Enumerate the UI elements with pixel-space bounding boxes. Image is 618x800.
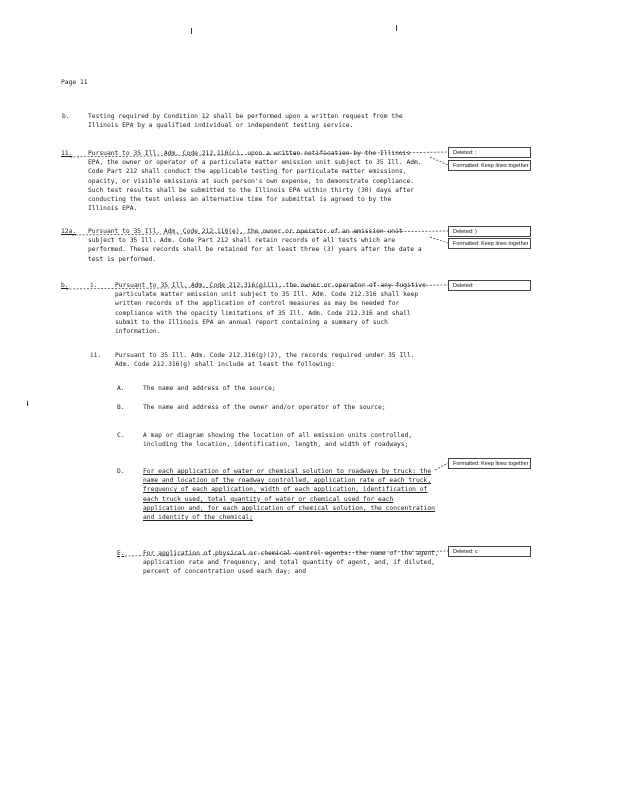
- comment-formatted-2[interactable]: Formatted: Keep lines together: [448, 238, 531, 249]
- comment-deleted-3[interactable]: Deleted:: [448, 280, 531, 291]
- comment-deleted-4[interactable]: Deleted: c: [448, 546, 531, 557]
- comment-deleted-2[interactable]: Deleted: ): [448, 226, 531, 237]
- item-B-label: B.: [117, 404, 125, 411]
- comment-deleted-1[interactable]: Deleted: ;: [448, 147, 531, 158]
- item-B-text: The name and address of the owner and/or operator of the source;: [143, 404, 386, 411]
- item-ii-text: Pursuant to 35 Ill. Adm. Code 212.316(g)(2), the records required under 35 Ill. Adm. Code 212.316(g) shall include at least the following:: [115, 352, 415, 369]
- item-A-label: A.: [117, 385, 125, 392]
- para-b-text: Testing required by Condition 12 shall be performed upon a written request from the Illinois EPA by a qualified individual or independent testing service.: [88, 113, 403, 130]
- item-A-text: The name and address of the source;: [143, 385, 276, 392]
- condition-11-text: Pursuant to 35 Ill. Adm. Code 212.110(c), upon a written notification by the Illinois EPA, the owner or operator of a particulate matter emission unit subject to 35 Ill. Adm. Code Part 212 shall conduct the applicable testing for particulate matter emissions, opacity, or visible emissions at such person's own expense, to demonstrate compliance. Such test results shall be submitted to the Illinois EPA within thirty (30) days after conducting the test unless an alternative time for submittal is agreed to by the Illinois EPA.: [88, 150, 422, 213]
- comment-formatted-3[interactable]: Formatted: Keep lines together: [448, 458, 531, 469]
- para-b-label: b.: [62, 113, 70, 120]
- condition-b-label: b.: [61, 282, 69, 289]
- item-E-text: For application of physical or chemical control agents: the name of the agent, application rate and frequency, and total quantity of agent, and, if diluted, percent of concentration used each day; and: [143, 550, 439, 576]
- condition-11-label: 11.: [61, 150, 73, 157]
- item-C-text: A map or diagram showing the location of all emission units controlled, including the location, identification, length, and width of roadways;: [143, 432, 413, 449]
- condition-12a-text: Pursuant to 35 Ill. Adm. Code 212.110(e), the owner or operator of an emission unit subject to 35 Ill. Adm. Code Part 212 shall retain records of all tests which are performed. These records shall be retained for at least three (3) years after the date a test is performed.: [88, 228, 422, 263]
- item-ii-label: ii.: [90, 352, 102, 359]
- page-label: Page 11: [61, 79, 88, 86]
- item-E-label: E.: [117, 550, 125, 557]
- item-i-text: Pursuant to 35 Ill. Adm. Code 212.316(g)(1), the owner or operator of any fugitive particulate matter emission unit subject to 35 Ill. Adm. Code 212.316 shall keep written records of the application of control measures as may be needed for compliance with the opacity limitations of 35 Ill. Adm. Code 212.316 and shall submit to the Illinois EPA an annual report containing a summary of such information.: [115, 282, 426, 336]
- item-C-label: C.: [117, 432, 125, 439]
- item-D-text: For each application of water or chemical solution to roadways by truck: the name and location of the roadway controlled, application rate of each truck, frequency of each application, width of each application, identification of each truck used, total quantity of water or chemical used for each application and, for each application of chemical solution, the concentration and identity of the chemical;: [143, 468, 435, 522]
- item-i-label: i.: [90, 282, 98, 289]
- condition-12a-label: 12a.: [61, 228, 77, 235]
- comment-formatted-1[interactable]: Formatted: Keep lines together: [448, 160, 531, 171]
- item-D-label: D.: [117, 468, 125, 475]
